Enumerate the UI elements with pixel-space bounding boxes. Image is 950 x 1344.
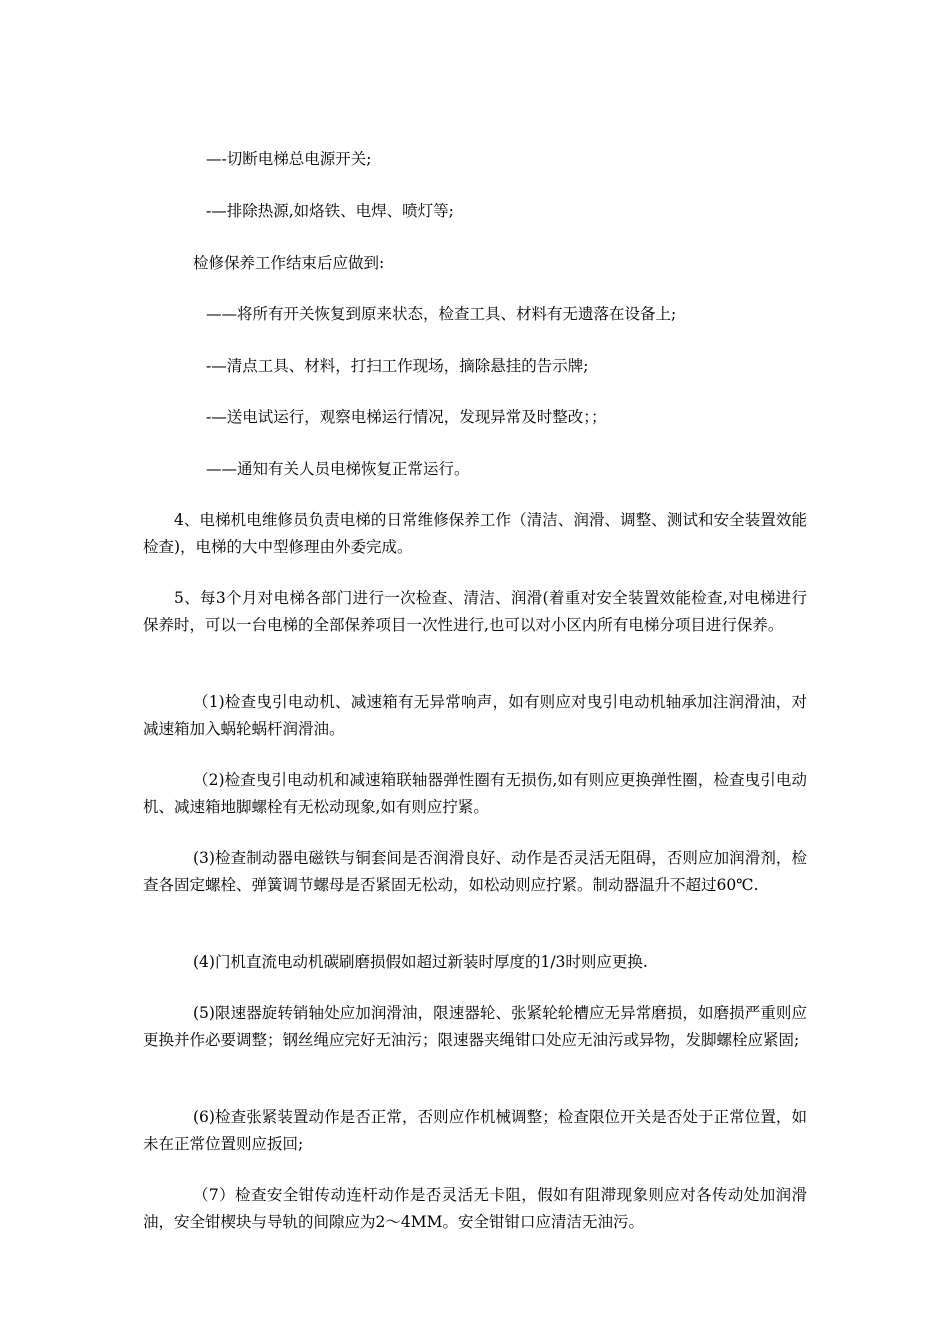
after-step-2: -—清点工具、材料，打扫工作现场，摘除悬挂的告示牌; <box>206 357 589 375</box>
sub-item-5: (5)限速器旋转销轴处应加润滑油，限速器轮、张紧轮轮槽应无异常磨损，如磨损严重则应更换并作必要调整；钢丝绳应完好无油污；限速器夹绳钳口处应无油污或异物，发脚螺栓应紧固; <box>143 1004 807 1049</box>
item-5-paragraph: 5、每3个月对电梯各部门进行一次检查、清洁、润滑(着重对安全装置效能检查,对电梯进行保养时，可以一台电梯的全部保养项目一次性进行,也可以对小区内所有电梯分项目进行保养。 <box>143 589 807 634</box>
shutdown-step-2: -—排除热源,如烙铁、电焊、喷灯等; <box>206 202 454 220</box>
sub-item-1: （1)检查曳引电动机、减速箱有无异常响声，如有则应对曳引电动机轴承加注润滑油，对减速箱加入蜗轮蜗杆润滑油。 <box>143 693 807 738</box>
sub-item-7: （7）检查安全钳传动连杆动作是否灵活无卡阻，假如有阻滞现象则应对各传动处加润滑油，安全钳楔块与导轨的间隙应为2～4MM。安全钳钳口应清洁无油污。 <box>143 1186 807 1231</box>
after-maintenance-heading: 检修保养工作结束后应做到: <box>193 254 385 272</box>
after-step-3: -—送电试运行，观察电梯运行情况，发现异常及时整改；； <box>206 408 607 426</box>
sub-item-4: (4)门机直流电动机碳刷磨损假如超过新装时厚度的1/3时则应更换. <box>193 953 648 971</box>
after-step-1: ——将所有开关恢复到原来状态，检查工具、材料有无遗落在设备上; <box>206 305 677 323</box>
after-step-4: ——通知有关人员电梯恢复正常运行。 <box>206 460 470 478</box>
item-4-paragraph: 4、电梯机电维修员负责电梯的日常维修保养工作（清洁、润滑、调整、测试和安全装置效能检查)，电梯的大中型修理由外委完成。 <box>143 511 807 556</box>
sub-item-6: (6)检查张紧装置动作是否正常，否则应作机械调整；检查限位开关是否处于正常位置，如未在正常位置则应扳回; <box>143 1108 807 1153</box>
sub-item-2: （2)检查曳引电动机和减速箱联轴器弹性圈有无损伤,如有则应更换弹性圈，检查曳引电动机、减速箱地脚螺栓有无松动现象,如有则应拧紧。 <box>143 771 807 816</box>
shutdown-step-1: —-切断电梯总电源开关; <box>206 150 372 168</box>
sub-item-3: (3)检查制动器电磁铁与铜套间是否润滑良好、动作是否灵活无阻碍，否则应加润滑剂，检查各固定螺栓、弹簧调节螺母是否紧固无松动，如松动则应拧紧。制动器温升不超过60℃. <box>143 849 807 894</box>
